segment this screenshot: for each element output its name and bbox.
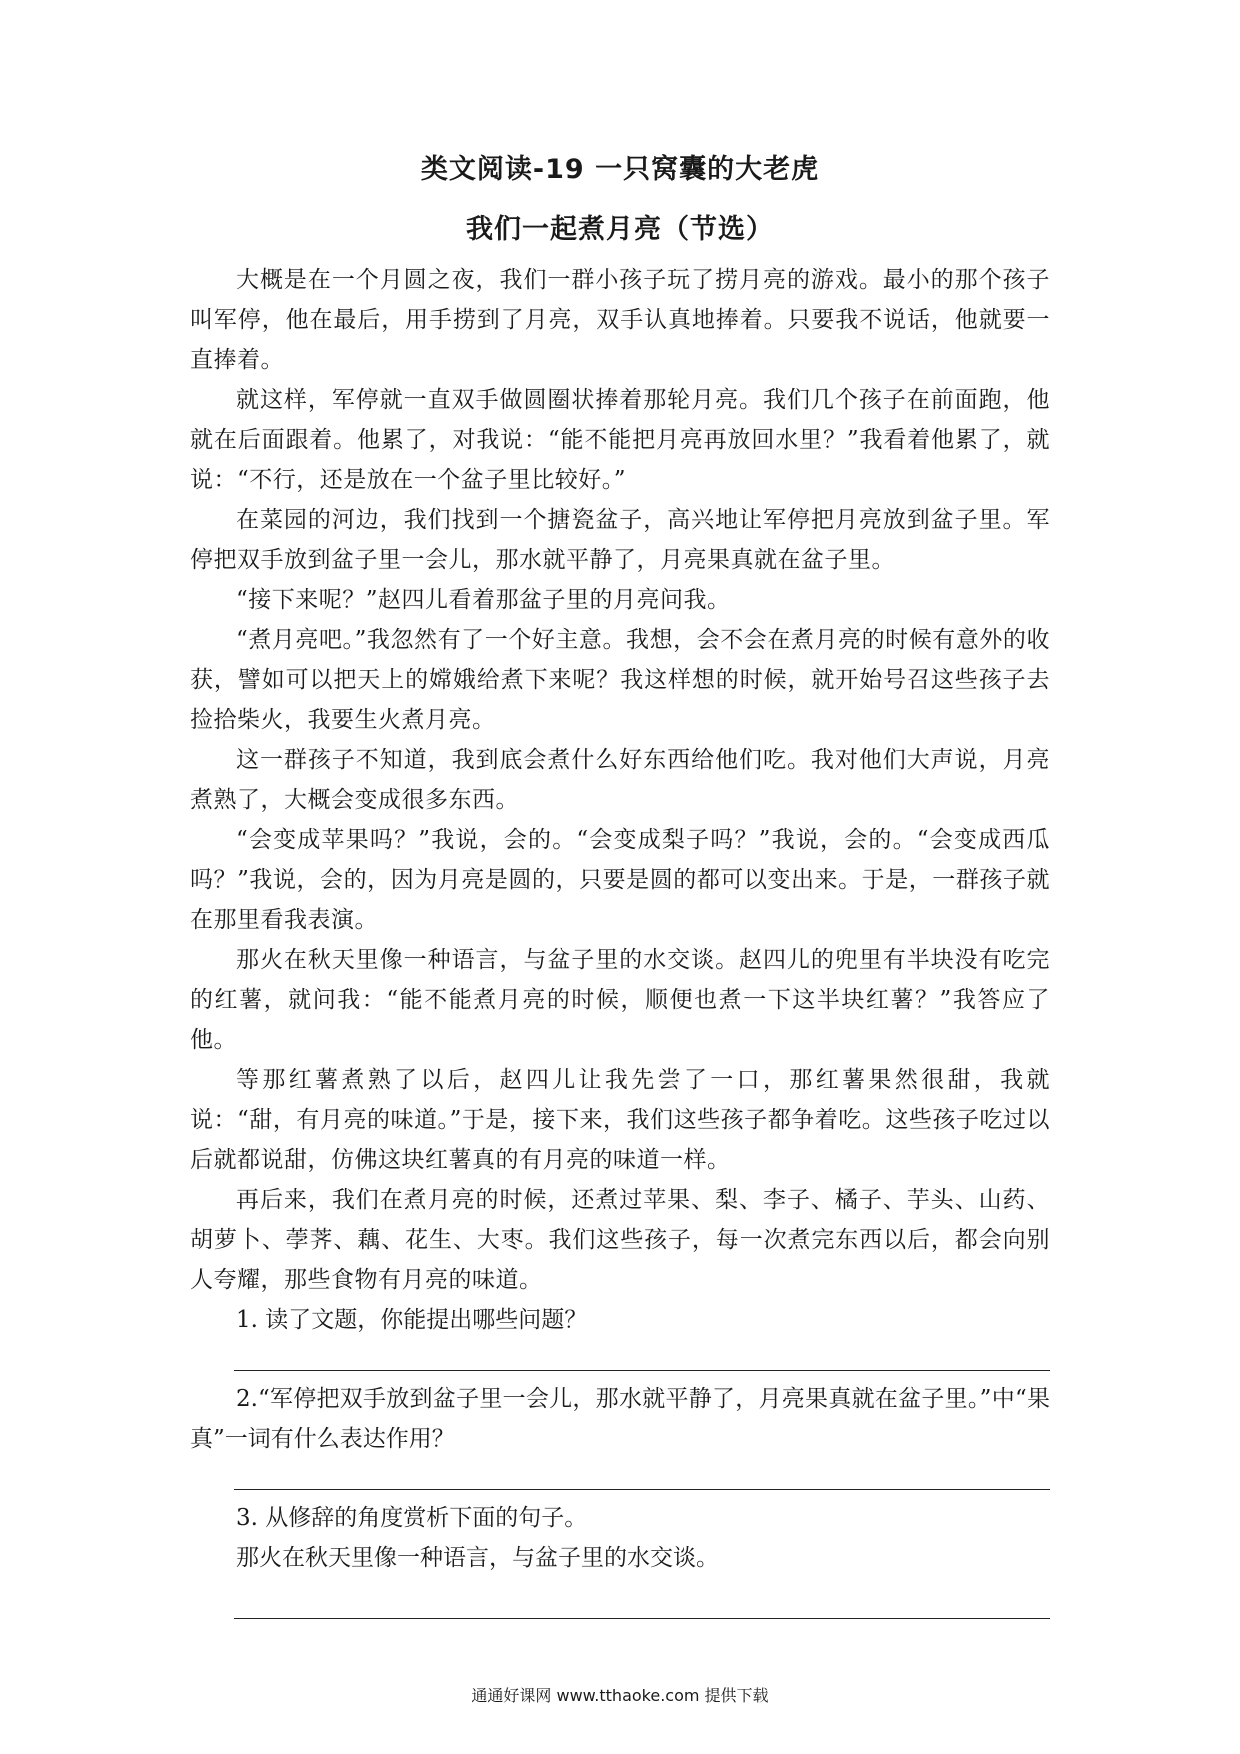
question-1: 1. 读了文题，你能提出哪些问题？: [236, 1307, 588, 1333]
worksheet-title: 类文阅读-19 一只窝囊的大老虎: [420, 154, 820, 185]
paragraph: “会变成苹果吗？”我说，会的。“会变成梨子吗？”我说，会的。“会变成西瓜吗？”我说，会的，因为月亮是圆的，只要是圆的都可以变出来。于是，一群孩子就在那里看我表演。: [190, 827, 1050, 933]
passage-title: 我们一起煮月亮（节选）: [466, 214, 774, 245]
paragraph: 这一群孩子不知道，我到底会煮什么好东西给他们吃。我对他们大声说，月亮煮熟了，大概会变成很多东西。: [190, 747, 1050, 813]
worksheet-page: [190, 150, 1050, 1627]
question-2: 2.“军停把双手放到盆子里一会儿，那水就平静了，月亮果真就在盆子里。”中“果真”一词有什么表达作用？: [190, 1386, 1050, 1452]
answer-line-2[interactable]: [234, 1489, 1050, 1490]
questions-section: [190, 1300, 1050, 1619]
paragraph: 在菜园的河边，我们找到一个搪瓷盆子，高兴地让军停把月亮放到盆子里。军停把双手放到盆子里一会儿，那水就平静了，月亮果真就在盆子里。: [190, 507, 1050, 573]
paragraph: “接下来呢？”赵四儿看着那盆子里的月亮问我。: [236, 587, 731, 613]
answer-line-3[interactable]: [234, 1618, 1050, 1619]
paragraph: 等那红薯煮熟了以后，赵四儿让我先尝了一口，那红薯果然很甜，我就说：“甜，有月亮的味道。”于是，接下来，我们这些孩子都争着吃。这些孩子吃过以后就都说甜，仿佛这块红薯真的有月亮的味道一样。: [190, 1067, 1050, 1173]
paragraph: 再后来，我们在煮月亮的时候，还煮过苹果、梨、李子、橘子、芋头、山药、胡萝卜、荸荠、藕、花生、大枣。我们这些孩子，每一次煮完东西以后，都会向别人夸耀，那些食物有月亮的味道。: [190, 1187, 1050, 1293]
paragraph: “煮月亮吧。”我忽然有了一个好主意。我想，会不会在煮月亮的时候有意外的收获，譬如可以把天上的嫦娥给煮下来呢？我这样想的时候，就开始号召这些孩子去捡拾柴火，我要生火煮月亮。: [190, 627, 1050, 733]
question-3: 3. 从修辞的角度赏析下面的句子。: [236, 1505, 588, 1531]
paragraph: 大概是在一个月圆之夜，我们一群小孩子玩了捞月亮的游戏。最小的那个孩子叫军停，他在最后，用手捞到了月亮，双手认真地捧着。只要我不说话，他就要一直捧着。: [190, 267, 1050, 373]
paragraph: 那火在秋天里像一种语言，与盆子里的水交谈。赵四儿的兜里有半块没有吃完的红薯，就问我：“能不能煮月亮的时候，顺便也煮一下这半块红薯？”我答应了他。: [190, 947, 1050, 1053]
passage-body: [190, 260, 1050, 1300]
footer-credit: 通通好课网 www.tthaoke.com 提供下载: [471, 1686, 769, 1705]
paragraph: 就这样，军停就一直双手做圆圈状捧着那轮月亮。我们几个孩子在前面跑，他就在后面跟着。他累了，对我说：“能不能把月亮再放回水里？”我看着他累了，就说：“不行，还是放在一个盆子里比较好。”: [190, 387, 1050, 493]
answer-line-1[interactable]: [234, 1370, 1050, 1371]
question-3-quote: 那火在秋天里像一种语言，与盆子里的水交谈。: [236, 1545, 719, 1571]
